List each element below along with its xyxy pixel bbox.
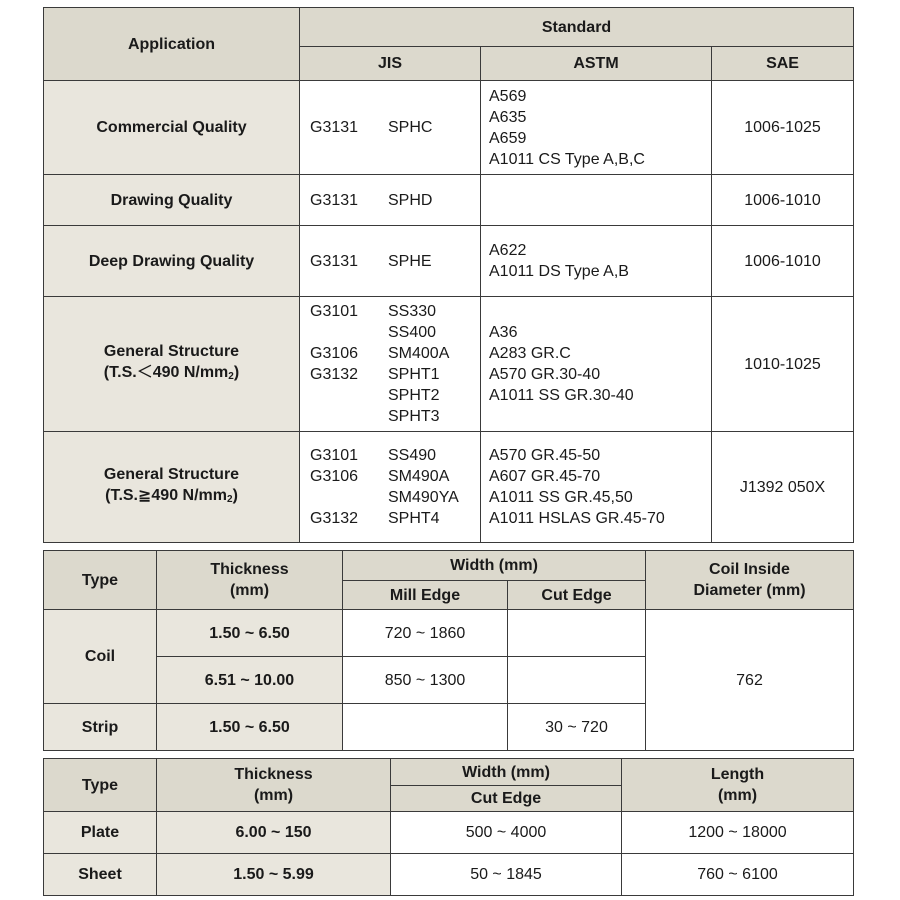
cut-edge-cell: 30 ~ 720 — [508, 704, 646, 751]
sae-header: SAE — [712, 47, 854, 81]
length-cell: 1200 ~ 18000 — [622, 812, 854, 854]
cut-edge-cell: 50 ~ 1845 — [391, 854, 622, 896]
mill-edge-header: Mill Edge — [343, 581, 508, 610]
jis-grade: SM490YA — [388, 489, 459, 506]
astm-spec: A635 — [489, 108, 527, 126]
astm-spec: A1011 HSLAS GR.45-70 — [489, 510, 665, 527]
application-cell: Deep Drawing Quality — [44, 226, 300, 297]
astm-cell — [481, 297, 712, 432]
type-cell-coil: Coil — [44, 610, 157, 704]
application-cell: Drawing Quality — [44, 175, 300, 226]
tensile-strength-note: (T.S.＜490 $N/mm_2$) — [103, 364, 240, 382]
jis-code: G3131 — [310, 191, 359, 209]
application-cell — [44, 432, 300, 543]
application-cell — [44, 297, 300, 432]
thickness-cell: 6.51 ~ 10.00 — [157, 657, 343, 704]
jis-code: G3131 — [310, 119, 359, 136]
thickness-cell: 1.50 ~ 6.50 — [157, 610, 343, 657]
astm-cell — [481, 175, 712, 226]
jis-cell — [300, 297, 481, 432]
astm-cell — [481, 81, 712, 175]
jis-grade: SS490 — [388, 447, 437, 464]
jis-grade: SPHT3 — [388, 408, 440, 425]
jis-header: JIS — [300, 47, 481, 81]
astm-spec: A1011 DS Type A,B — [489, 263, 629, 280]
jis-grade: SPHT1 — [388, 366, 440, 383]
cut-edge-cell — [508, 657, 646, 704]
type-header: Type — [44, 759, 157, 812]
sae-cell: 1010-1025 — [712, 297, 854, 432]
astm-spec: A1011 SS GR.30-40 — [489, 387, 634, 404]
cut-edge-cell: 500 ~ 4000 — [391, 812, 622, 854]
application-cell: Commercial Quality — [44, 81, 300, 175]
astm-spec: A570 GR.45-50 — [489, 447, 601, 464]
jis-grade: SPHT4 — [388, 510, 440, 527]
jis-code: G3101 — [310, 447, 359, 464]
jis-grade: SM490A — [388, 468, 450, 485]
length-header: Length (mm) — [622, 759, 854, 812]
sae-cell: 1006-1010 — [712, 175, 854, 226]
mill-edge-cell: 850 ~ 1300 — [343, 657, 508, 704]
width-header: Width (mm) — [391, 759, 622, 786]
table-row — [44, 226, 854, 297]
sae-cell: 1006-1025 — [712, 81, 854, 175]
coil-dimensions-table — [43, 550, 854, 751]
jis-code: G3106 — [310, 468, 359, 485]
standards-table — [43, 7, 854, 543]
jis-code: G3101 — [310, 303, 359, 320]
length-cell: 760 ~ 6100 — [622, 854, 854, 896]
coil-inside-diameter-cell: 762 — [646, 610, 854, 751]
astm-spec: A659 — [489, 129, 527, 147]
table-row — [44, 812, 854, 854]
application-header: Application — [44, 8, 300, 81]
table-row — [44, 610, 854, 657]
thickness-header: Thickness (mm) — [157, 551, 343, 610]
thickness-header: Thickness (mm) — [157, 759, 391, 812]
jis-grade: SPHD — [388, 191, 433, 209]
astm-spec: A283 GR.C — [489, 345, 571, 362]
thickness-cell: 6.00 ~ 150 — [157, 812, 391, 854]
astm-spec: A1011 SS GR.45,50 — [489, 489, 633, 506]
astm-spec: A622 — [489, 242, 527, 259]
jis-cell — [300, 81, 481, 175]
table-row — [44, 81, 854, 175]
mill-edge-cell — [343, 704, 508, 751]
astm-header: ASTM — [481, 47, 712, 81]
jis-grade: SPHE — [388, 252, 432, 270]
jis-grade: SPHC — [388, 119, 433, 136]
table-row — [44, 297, 854, 432]
type-header: Type — [44, 551, 157, 610]
astm-spec: A1011 CS Type A,B,C — [489, 150, 645, 168]
astm-cell — [481, 432, 712, 543]
astm-spec: A36 — [489, 324, 518, 341]
cut-edge-header: Cut Edge — [508, 581, 646, 610]
jis-cell — [300, 175, 481, 226]
jis-code: G3131 — [310, 252, 359, 270]
tensile-strength-note: (T.S.≧490 $N/mm_2$) — [105, 487, 238, 505]
cut-edge-header: Cut Edge — [391, 786, 622, 812]
astm-spec: A569 — [489, 87, 527, 105]
jis-grade: SPHT2 — [388, 387, 440, 404]
jis-grade: SS330 — [388, 303, 437, 320]
astm-spec: A570 GR.30-40 — [489, 366, 601, 383]
application-title: General Structure — [103, 466, 240, 483]
astm-cell — [481, 226, 712, 297]
astm-spec: A607 GR.45-70 — [489, 468, 601, 485]
plate-dimensions-table — [43, 758, 854, 896]
sae-cell: J1392 050X — [712, 432, 854, 543]
coil-inside-diameter-header: Coil Inside Diameter (mm) — [646, 551, 854, 610]
jis-code: G3132 — [310, 510, 359, 527]
jis-grade: SM400A — [388, 345, 450, 362]
application-title: General Structure — [103, 343, 240, 360]
width-header: Width (mm) — [343, 551, 646, 581]
table-row — [44, 432, 854, 543]
jis-cell — [300, 226, 481, 297]
jis-code: G3106 — [310, 345, 359, 362]
mill-edge-cell: 720 ~ 1860 — [343, 610, 508, 657]
type-cell-strip: Strip — [44, 704, 157, 751]
standard-header: Standard — [300, 8, 854, 47]
jis-code: G3132 — [310, 366, 359, 383]
table-row — [44, 854, 854, 896]
jis-cell — [300, 432, 481, 543]
thickness-cell: 1.50 ~ 6.50 — [157, 704, 343, 751]
type-cell: Sheet — [44, 854, 157, 896]
cut-edge-cell — [508, 610, 646, 657]
thickness-cell: 1.50 ~ 5.99 — [157, 854, 391, 896]
jis-grade: SS400 — [388, 324, 437, 341]
table-row — [44, 175, 854, 226]
sae-cell: 1006-1010 — [712, 226, 854, 297]
type-cell: Plate — [44, 812, 157, 854]
